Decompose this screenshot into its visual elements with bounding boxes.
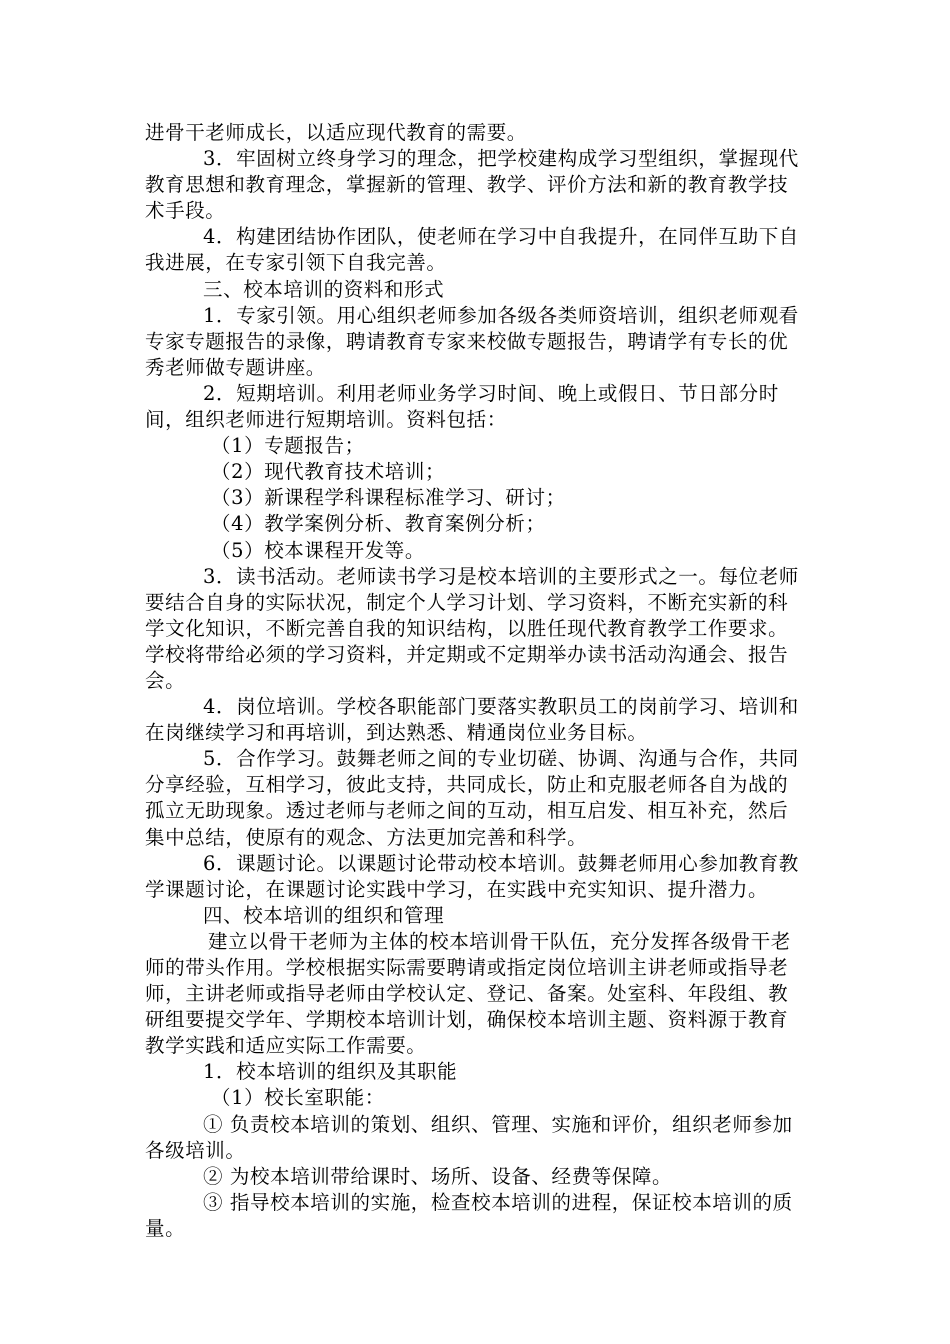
paragraph: 6．课题讨论。以课题讨论带动校本培训。鼓舞老师用心参加教育教学课题讨论，在课题讨论实践中学习，在实践中充实知识、提升潜力。 <box>145 851 799 901</box>
paragraph: （1）校长室职能： <box>211 1086 385 1110</box>
paragraph: 2．短期培训。利用老师业务学习时间、晚上或假日、节日部分时间，组织老师进行短期培训。资料包括： <box>145 381 779 432</box>
paragraph: ① 负责校本培训的策划、组织、管理、实施和评价，组织老师参加各级培训。 <box>145 1112 793 1162</box>
paragraph: ② 为校本培训带给课时、场所、设备、经费等保障。 <box>203 1164 673 1188</box>
paragraph: 1．校本培训的组织及其职能 <box>203 1060 458 1084</box>
list-item: （3）新课程学科课程标准学习、研讨； <box>211 486 566 510</box>
section-heading: 四、校本培训的组织和管理 <box>203 903 445 927</box>
section-heading: 三、校本培训的资料和形式 <box>203 277 445 301</box>
paragraph: ③ 指导校本培训的实施，检查校本培训的进程，保证校本培训的质量。 <box>145 1190 793 1240</box>
paragraph: 4．构建团结协作团队，使老师在学习中自我提升，在同伴互助下自我进展，在专家引领下自我完善。 <box>145 225 799 275</box>
paragraph: 3．牢固树立终身学习的理念，把学校建构成学习型组织，掌握现代教育思想和教育理念，掌握新的管理、教学、评价方法和新的教育教学技术手段。 <box>145 147 799 223</box>
paragraph: 4．岗位培训。学校各职能部门要落实教职员工的岗前学习、培训和在岗继续学习和再培训，到达熟悉、精通岗位业务目标。 <box>145 695 799 745</box>
list-item: （1）专题报告； <box>211 434 365 458</box>
paragraph: 3．读书活动。老师读书学习是校本培训的主要形式之一。每位老师要结合自身的实际状况，制定个人学习计划、学习资料，不断充实新的科学文化知识，不断完善自我的知识结构，以胜任现代教育教学工作要求。学校将带给必须的学习资料，并定期或不定期举办读书活动沟通会、报告会。 <box>145 564 799 692</box>
list-item: （4）教学案例分析、教育案例分析； <box>211 512 546 536</box>
list-item: （2）现代教育技术培训； <box>211 460 446 484</box>
list-item: （5）校本课程开发等。 <box>211 538 426 562</box>
paragraph: 5．合作学习。鼓舞老师之间的专业切磋、协调、沟通与合作，共同分享经验，互相学习，彼此支持，共同成长，防止和克服老师各自为战的孤立无助现象。透过老师与老师之间的互动，相互启发、相互补充，然后集中总结，使原有的观念、方法更加完善和科学。 <box>145 747 799 849</box>
document-body <box>145 120 807 1242</box>
paragraph: 1．专家引领。用心组织老师参加各级各类师资培训，组织老师观看专家专题报告的录像，聘请教育专家来校做专题报告，聘请学有专长的优秀老师做专题讲座。 <box>145 303 799 379</box>
paragraph: 进骨干老师成长，以适应现代教育的需要。 <box>145 121 527 144</box>
paragraph: 建立以骨干老师为主体的校本培训骨干队伍，充分发挥各级骨干老师的带头作用。学校根据实际需要聘请或指定岗位培训主讲老师或指导老师，主讲老师或指导老师由学校认定、登记、备案。处室科、年段组、教研组要提交学年、学期校本培训计划，确保校本培训主题、资料源于教育教学实践和适应实际工作需要。 <box>145 929 791 1058</box>
